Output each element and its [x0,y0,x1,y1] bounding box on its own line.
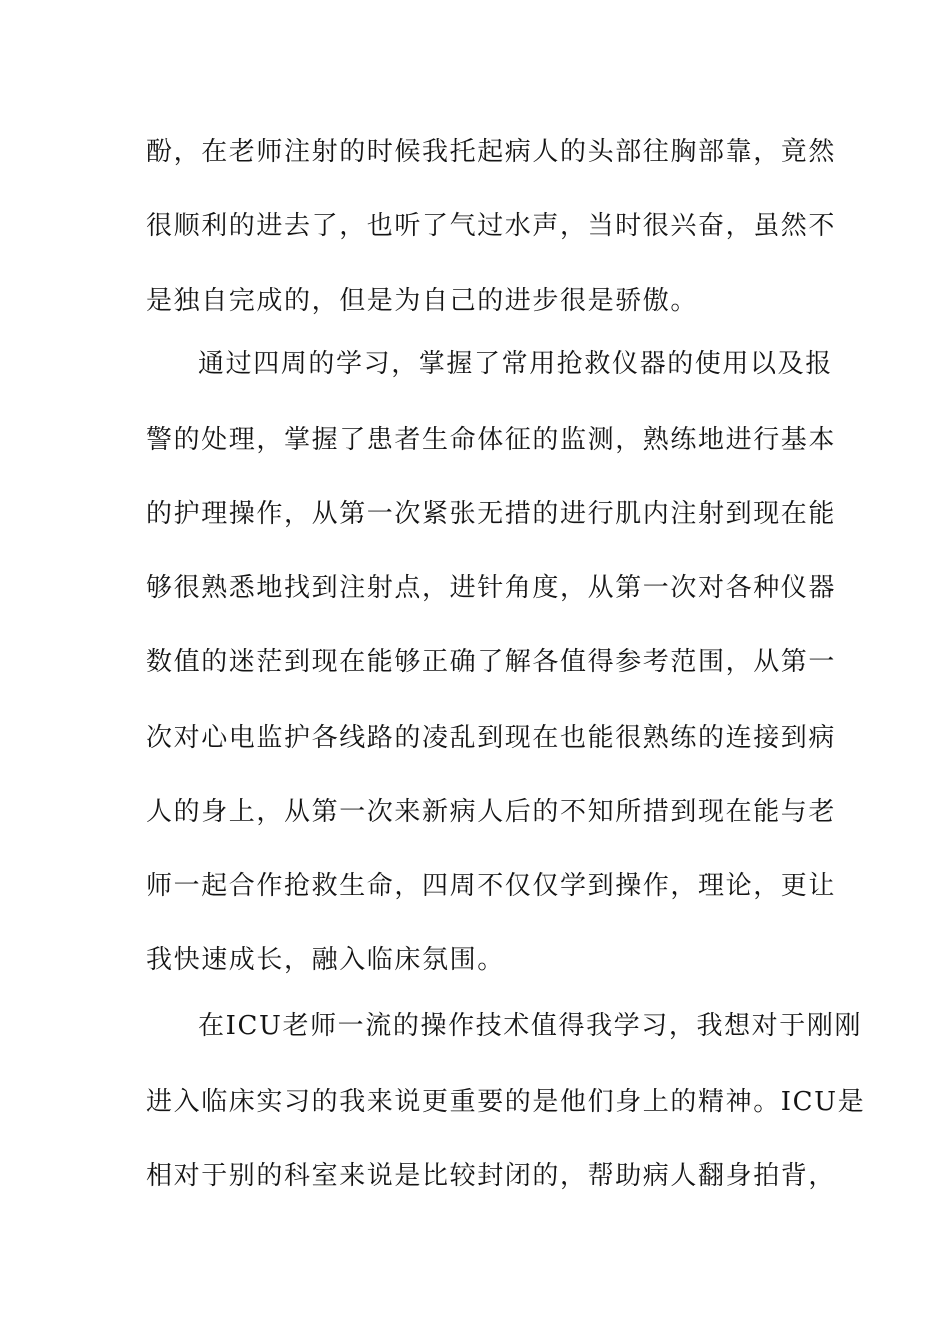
text-line: 进入临床实习的我来说更重要的是他们身上的精神。ICU是 [146,1087,866,1117]
text-line: 警的处理，掌握了患者生命体征的监测，熟练地进行基本 [146,425,837,455]
text-line: 相对于别的科室来说是比较封闭的，帮助病人翻身拍背， [146,1161,837,1191]
text-line: 次对心电监护各线路的凌乱到现在也能很熟练的连接到病 [146,723,837,753]
text-line: 够很熟悉地找到注射点，进针角度，从第一次对各种仪器 [146,573,837,603]
text-line: 通过四周的学习，掌握了常用抢救仪器的使用以及报 [198,349,833,379]
text-line: 的护理操作，从第一次紧张无措的进行肌内注射到现在能 [146,499,837,529]
text-line: 酚，在老师注射的时候我托起病人的头部往胸部靠，竟然 [146,137,837,167]
text-line: 人的身上，从第一次来新病人后的不知所措到现在能与老 [146,797,837,827]
text-line: 我快速成长，融入临床氛围。 [146,945,505,975]
text-line: 是独自完成的，但是为自己的进步很是骄傲。 [146,286,699,316]
text-line: 师一起合作抢救生命，四周不仅仅学到操作，理论，更让 [146,871,837,901]
text-line: 很顺利的进去了，也听了气过水声，当时很兴奋，虽然不 [146,211,837,241]
text-line: 在ICU老师一流的操作技术值得我学习，我想对于刚刚 [198,1011,863,1041]
text-line: 数值的迷茫到现在能够正确了解各值得参考范围，从第一 [146,647,837,677]
